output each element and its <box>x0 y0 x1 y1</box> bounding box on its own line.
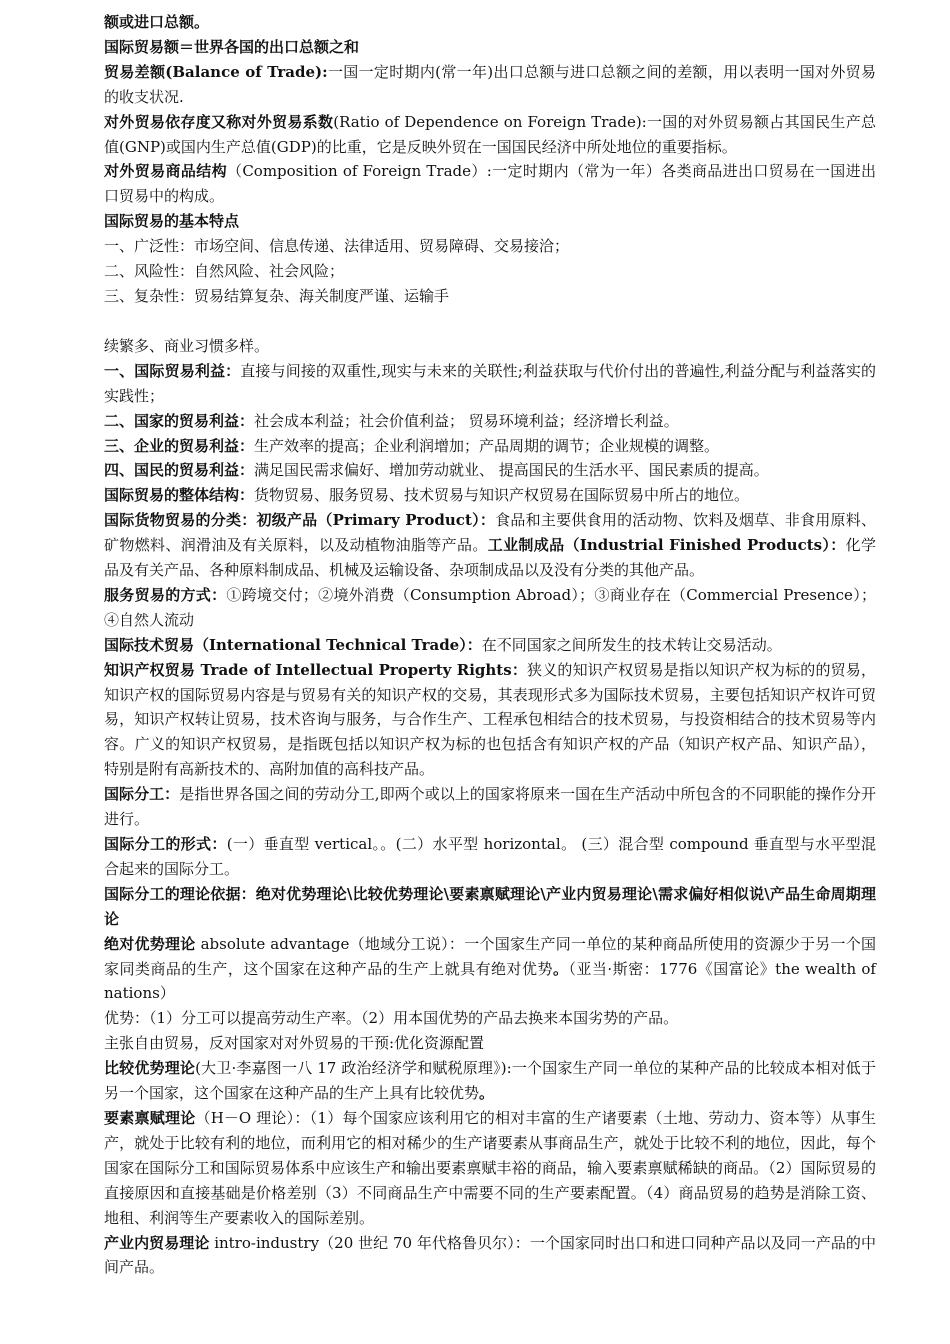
definition-service-trade-modes: 服务贸易的方式：①跨境交付；②境外消费（Consumption Abroad）；③商业存在（Commercial Presence）；④自然人流动 <box>104 585 876 629</box>
definition-goods-classification: 国际货物贸易的分类：初级产品（Primary Product）：食品和主要供食用的活动物、饮料及烟草、非食用原料、矿物燃料、润滑油及有关原料，以及动植物油脂等产品。工业制成品（Industrial Finished Products）：化学品及有关产品、各种原料制成品、机械及运输设备、杂项制成品以及没有分类的其他产品。 <box>104 511 876 580</box>
definition-enterprise-benefits: 三、企业的贸易利益：生产效率的提高；企业利润增加；产品周期的调节；企业规模的调整。 <box>104 436 720 455</box>
definition-trade-balance: 贸易差额(Balance of Trade):一国一定时期内(常一年)出口总额与进口总额之间的差额，用以表明一国对外贸易的收支状况. <box>104 62 876 106</box>
definition-ip-trade: 知识产权贸易 Trade of Intellectual Property Rights：狭义的知识产权贸易是指以知识产权为标的的贸易，知识产权的国际贸易内容是与贸易有关的知识产权的交易，其表现形式多为国际技术贸易，主要包括知识产权许可贸易，知识产权转让贸易，技术咨询与服务，与合作生产、工程承包相结合的技术贸易，与投资相结合的技术贸易等内容。广义的知识产权贸易，是指既包括以知识产权为标的也包括含有知识产权的产品（知识产权产品、知识产品），特别是附有高新技术的、高附加值的高科技产品。 <box>104 660 876 779</box>
definition-overall-structure: 国际贸易的整体结构：货物贸易、服务贸易、技术贸易与知识产权贸易在国际贸易中所占的地位。 <box>104 486 750 505</box>
document-page <box>104 10 876 1280</box>
text-line: 主张自由贸易，反对国家对对外贸易的干预:优化资源配置 <box>104 1034 485 1053</box>
definition-division-of-labor: 国际分工：是指世界各国之间的劳动分工,即两个或以上的国家将原来一国在生产活动中所包含的不同职能的操作分开进行。 <box>104 785 876 829</box>
text-line: 优势：（1）分工可以提高劳动生产率。（2）用本国优势的产品去换来本国劣势的产品。 <box>104 1009 679 1028</box>
definition-technical-trade: 国际技术贸易（International Technical Trade）：在不同国家之间所发生的技术转让交易活动。 <box>104 635 782 654</box>
definition-commodity-structure: 对外贸易商品结构（Composition of Foreign Trade）:一定时期内（常为一年）各类商品进出口贸易在一国进出口贸易中的构成。 <box>104 162 876 206</box>
definition-citizen-benefits: 四、国民的贸易利益：满足国民需求偏好、增加劳动就业、 提高国民的生活水平、国民素质的提高。 <box>104 461 769 480</box>
text-line: 三、复杂性：贸易结算复杂、海关制度严谨、运输手 <box>104 286 450 305</box>
text-line: 续繁多、商业习惯多样。 <box>104 336 270 355</box>
definition-division-forms: 国际分工的形式：(一）垂直型 vertical。。(二）水平型 horizontal。 (三）混合型 compound 垂直型与水平型混合起来的国际分工。 <box>104 835 876 878</box>
text-line: 二、风险性：自然风险、社会风险； <box>104 262 345 281</box>
text-line: 额或进口总额。 <box>104 13 210 31</box>
text-line: 国际贸易额＝世界各国的出口总额之和 <box>104 37 360 56</box>
definition-comparative-advantage: 比较优势理论(大卫·李嘉图一八 17 政治经济学和赋税原理》):一个国家生产同一单位的某种产品的比较成本相对低于另一个国家，这个国家在这种产品的生产上具有比较优势。 <box>104 1059 876 1103</box>
definition-trade-dependence: 对外贸易依存度又称对外贸易系数(Ratio of Dependence on Foreign Trade):一国的对外贸易额占其国民生产总值(GNP)或国内生产总值(GDP)的比重，它是反映外贸在一国国民经济中所处地位的重要指标。 <box>104 112 876 156</box>
definition-national-benefits: 二、国家的贸易利益：社会成本利益；社会价值利益； 贸易环境利益；经济增长利益。 <box>104 411 679 430</box>
section-heading: 国际贸易的基本特点 <box>104 212 240 231</box>
definition-absolute-advantage: 绝对优势理论 absolute advantage（地域分工说）：一个国家生产同一单位的某种商品所使用的资源少于另一个国家同类商品的生产，这个国家在这种产品的生产上就具有绝对优势。（亚当·斯密：1776《国富论》the wealth of nations） <box>104 934 876 1003</box>
definition-trade-benefits: 一、国际贸易利益：直接与间接的双重性,现实与未来的关联性;利益获取与代价付出的普遍性,利益分配与利益落实的实践性； <box>104 361 876 405</box>
definition-intra-industry: 产业内贸易理论 intro-industry（20 世纪 70 年代格鲁贝尔）：一个国家同时出口和进口同种产品以及同一产品的中间产品。 <box>104 1233 876 1277</box>
text-line: 一、广泛性：市场空间、信息传递、法律适用、贸易障碍、交易接洽； <box>104 237 570 256</box>
blank-line <box>104 309 876 334</box>
definition-factor-endowment: 要素禀赋理论（H－O 理论）：（1）每个国家应该利用它的相对丰富的生产诸要素（土地、劳动力、资本等）从事生产，就处于比较有利的地位，而利用它的相对稀少的生产诸要素从事商品生产，就处于比较不利的地位，因此，每个国家在国际分工和国际贸易体系中应该生产和输出要素禀赋丰裕的商品，输入要素禀赋稀缺的商品。（2）国际贸易的直接原因和直接基础是价格差别（3）不同商品生产中需要不同的生产要素配置。（4）商品贸易的趋势是消除工资、地租、利润等生产要素收入的国际差别。 <box>104 1108 876 1227</box>
section-heading: 国际分工的理论依据：绝对优势理论\比较优势理论\要素禀赋理论\产业内贸易理论\需求偏好相似说\产品生命周期理论 <box>104 884 876 928</box>
